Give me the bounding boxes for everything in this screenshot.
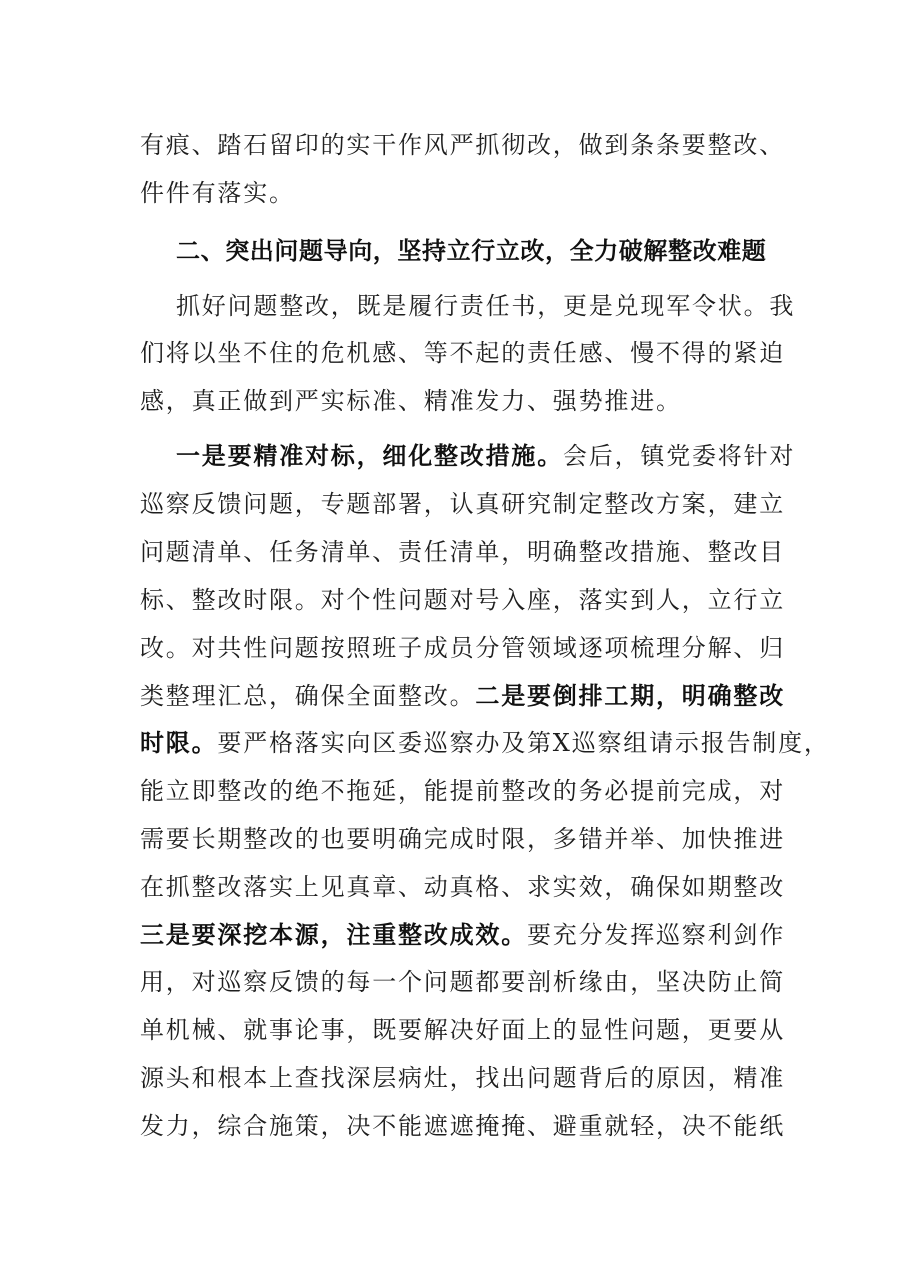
text-run: 需要长期整改的也要明确完成时限，多错并举、加快推进 [140,825,785,853]
text-run: 用，对巡察反馈的每一个问题都要剖析缘由，坚决防止简 [140,968,785,996]
text-line [140,819,785,859]
text-line [140,333,785,373]
text-run: 件件有落实。 [140,179,295,207]
text-line [176,286,796,326]
text-run: 感，真正做到严实标准、精准发力、强势推进。 [140,387,682,415]
text-line [140,125,785,165]
text-run: 会后，镇党委将针对 [563,442,796,470]
text-run: 改。对共性问题按照班子成员分管领域逐项梳理分解、归 [140,634,785,662]
text-line [176,436,796,476]
text-run: 标、整改时限。对个性问题对号入座，落实到人，立行立 [140,586,785,614]
text-run: 类整理汇总，确保全面整改。 [140,682,476,710]
bold-run: 一是要精准对标，细化整改措施。 [176,442,563,470]
text-run: 有痕、踏石留印的实干作风严抓彻改，做到条条要整改、 [140,131,785,159]
text-line [140,532,785,572]
text-line [140,867,785,907]
text-run: 们将以坐不住的危机感、等不起的责任感、慢不得的紧迫 [140,339,785,367]
bold-run: 时限。 [140,729,218,757]
text-line [140,173,770,213]
text-run: 在抓整改落实上见真章、动真格、求实效，确保如期整改 [140,873,785,901]
text-line [140,1106,785,1146]
text-line [140,771,785,811]
text-line [140,1010,785,1050]
text-line [140,1058,785,1098]
text-run: 抓好问题整改，既是履行责任书，更是兑现军令状。我 [176,292,796,320]
text-run: 能立即整改的绝不拖延，能提前整改的务必提前完成，对 [140,777,785,805]
text-line [140,484,785,524]
text-run: 问题清单、任务清单、责任清单，明确整改措施、整改目 [140,538,785,566]
text-line [140,381,770,421]
text-run: 要充分发挥巡察利剑作 [527,921,785,949]
text-line [140,580,785,620]
text-run: 单机械、就事论事，既要解决好面上的显性问题，更要从 [140,1016,785,1044]
text-line [140,723,830,763]
section-heading [176,231,770,271]
text-line [140,676,786,716]
bold-run: 三是要深挖本源，注重整改成效。 [140,921,527,949]
text-line [140,628,785,668]
text-run: 源头和根本上查找深层病灶，找出问题背后的原因，精准 [140,1064,785,1092]
text-line [140,962,785,1002]
text-run: 发力，综合施策，决不能遮遮掩掩、避重就轻，决不能纸 [140,1112,785,1140]
heading-text: 二、突出问题导向，坚持立行立改，全力破解整改难题 [176,237,767,265]
bold-run: 二是要倒排工期，明确整改 [475,682,786,710]
text-run: 巡察反馈问题，专题部署，认真研究制定整改方案，建立 [140,490,785,518]
text-run: 要严格落实向区委巡察办及第X巡察组请示报告制度， [217,729,830,757]
text-line [140,915,785,955]
